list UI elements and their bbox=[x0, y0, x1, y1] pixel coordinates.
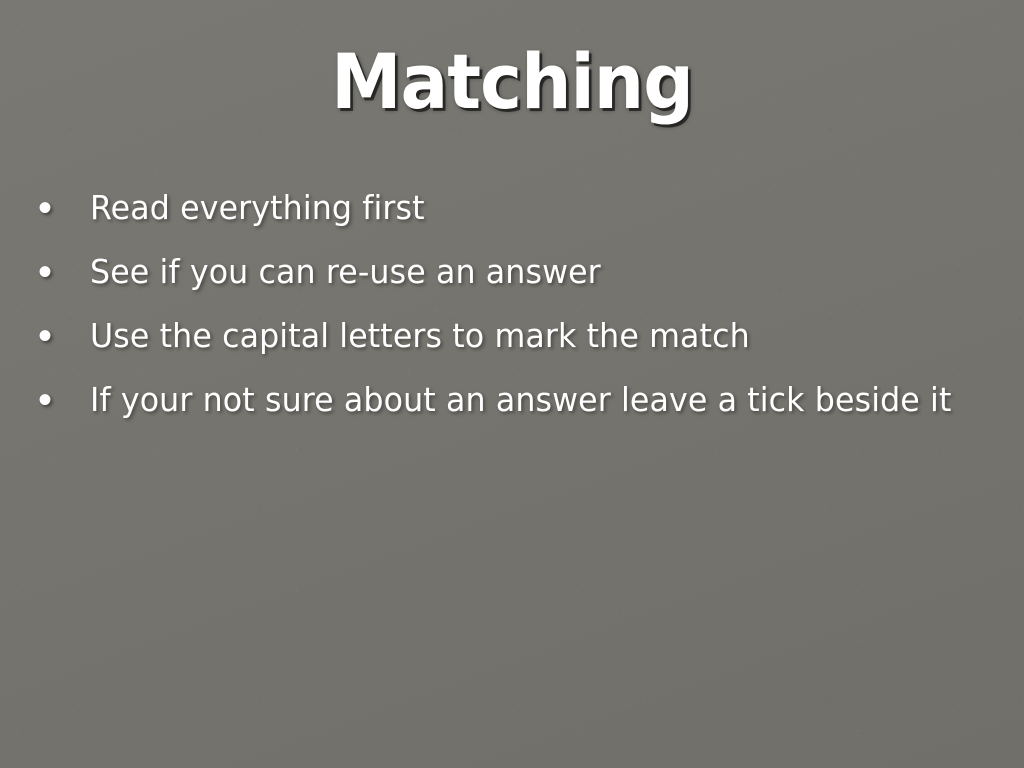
bullet-text: Use the capital letters to mark the match bbox=[90, 316, 750, 355]
page-title: Matching bbox=[331, 37, 693, 126]
bullet-dot-icon: • bbox=[38, 378, 53, 422]
bullet-dot-icon: • bbox=[38, 314, 53, 358]
list-item bbox=[28, 186, 998, 230]
bullet-text: If your not sure about an answer leave a tick beside it bbox=[90, 380, 952, 419]
bullet-dot-icon: • bbox=[38, 186, 53, 230]
list-item bbox=[28, 250, 998, 294]
bullet-dot-icon: • bbox=[38, 250, 53, 294]
bullet-list bbox=[28, 186, 998, 442]
list-item bbox=[28, 378, 998, 422]
bullet-text: See if you can re-use an answer bbox=[90, 252, 601, 291]
list-item bbox=[28, 314, 998, 358]
bullet-text: Read everything first bbox=[90, 188, 425, 227]
